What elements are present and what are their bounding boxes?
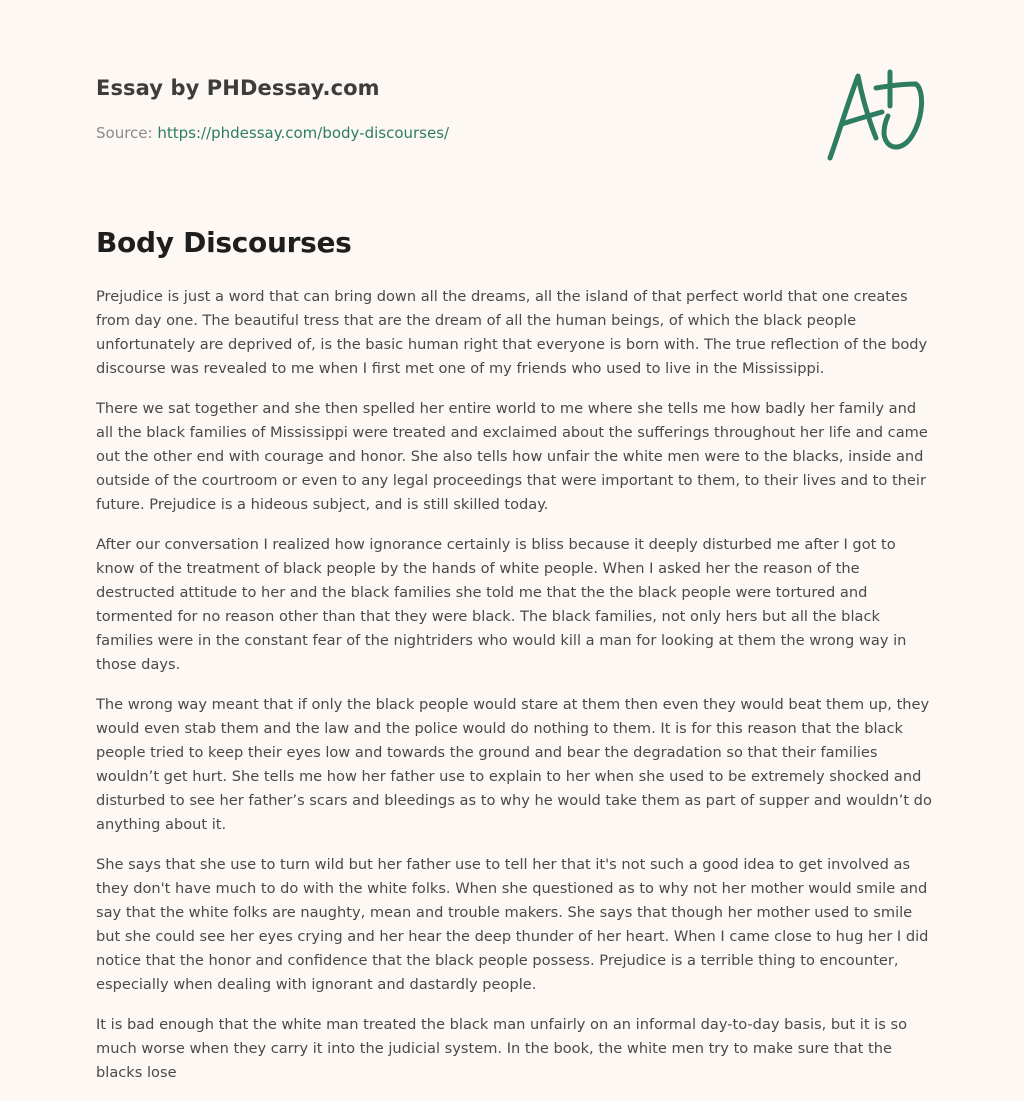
essay-paragraph: Prejudice is just a word that can bring down all the dreams, all the island of that perfect world that one creates from day one. The beautiful tress that are the dream of all the human beings, of which the black people unfortunately are deprived of, is the basic human right that everyone is born with. The true reflection of the body discourse was revealed to me when I first met one of my friends who used to live in the Mississippi. [96,288,928,377]
source-line [96,124,449,142]
brand-title: Essay by PHDessay.com [96,76,380,100]
source-label: Source: [96,124,153,142]
essay-paragraph: There we sat together and she then spelled her entire world to me where she tells me how badly her family and all the black families of Mississippi were treated and exclaimed about the sufferings throughout her life and came out the other end with courage and honor. She also tells how unfair the white men were to the blacks, inside and outside of the courtroom or even to any legal proceedings that were important to them, to their lives and to their future. Prejudice is a hideous subject, and is still skilled today. [96,400,928,513]
essay-paragraph: The wrong way meant that if only the black people would stare at them then even they would beat them up, they would even stab them and the law and the police would do nothing to them. It is for this reason that the black people tried to keep their eyes low and towards the ground and bear the degradation so that their families wouldn’t get hurt. She tells me how her father use to explain to her when she used to be extremely shocked and disturbed to see her father’s scars and bleedings as to why he would take them as part of supper and wouldn’t do anything about it. [96,696,932,833]
a-plus-grade-icon [824,66,928,166]
essay-paragraph: After our conversation I realized how ignorance certainly is bliss because it deeply disturbed me after I got to know of the treatment of black people by the hands of white people. When I asked her the reason of the destructed attitude to her and the black families she told me that the the black people were tortured and tormented for no reason other than that they were black. The black families, not only hers but all the black families were in the constant fear of the nightriders who would kill a man for looking at them the wrong way in those days. [96,536,907,673]
essay-title: Body Discourses [96,226,352,259]
essay-paragraph: It is bad enough that the white man treated the black man unfairly on an informal day-to-day basis, but it is so much worse when they carry it into the judicial system. In the book, the white men try to make sure that the blacks lose [96,1016,908,1081]
essay-body [96,285,934,1101]
source-link[interactable]: https://phdessay.com/body-discourses/ [157,124,450,142]
essay-paragraph: She says that she use to turn wild but her father use to tell her that it's not such a good idea to get involved as they don't have much to do with the white folks. When she questioned as to why not her mother would smile and say that the white folks are naughty, mean and trouble makers. She says that though her mother used to smile but she could see her eyes crying and her hear the deep thunder of her heart. When I came close to hug her I did notice that the honor and confidence that the black people possess. Prejudice is a terrible thing to encounter, especially when dealing with ignorant and dastardly people. [96,856,929,993]
